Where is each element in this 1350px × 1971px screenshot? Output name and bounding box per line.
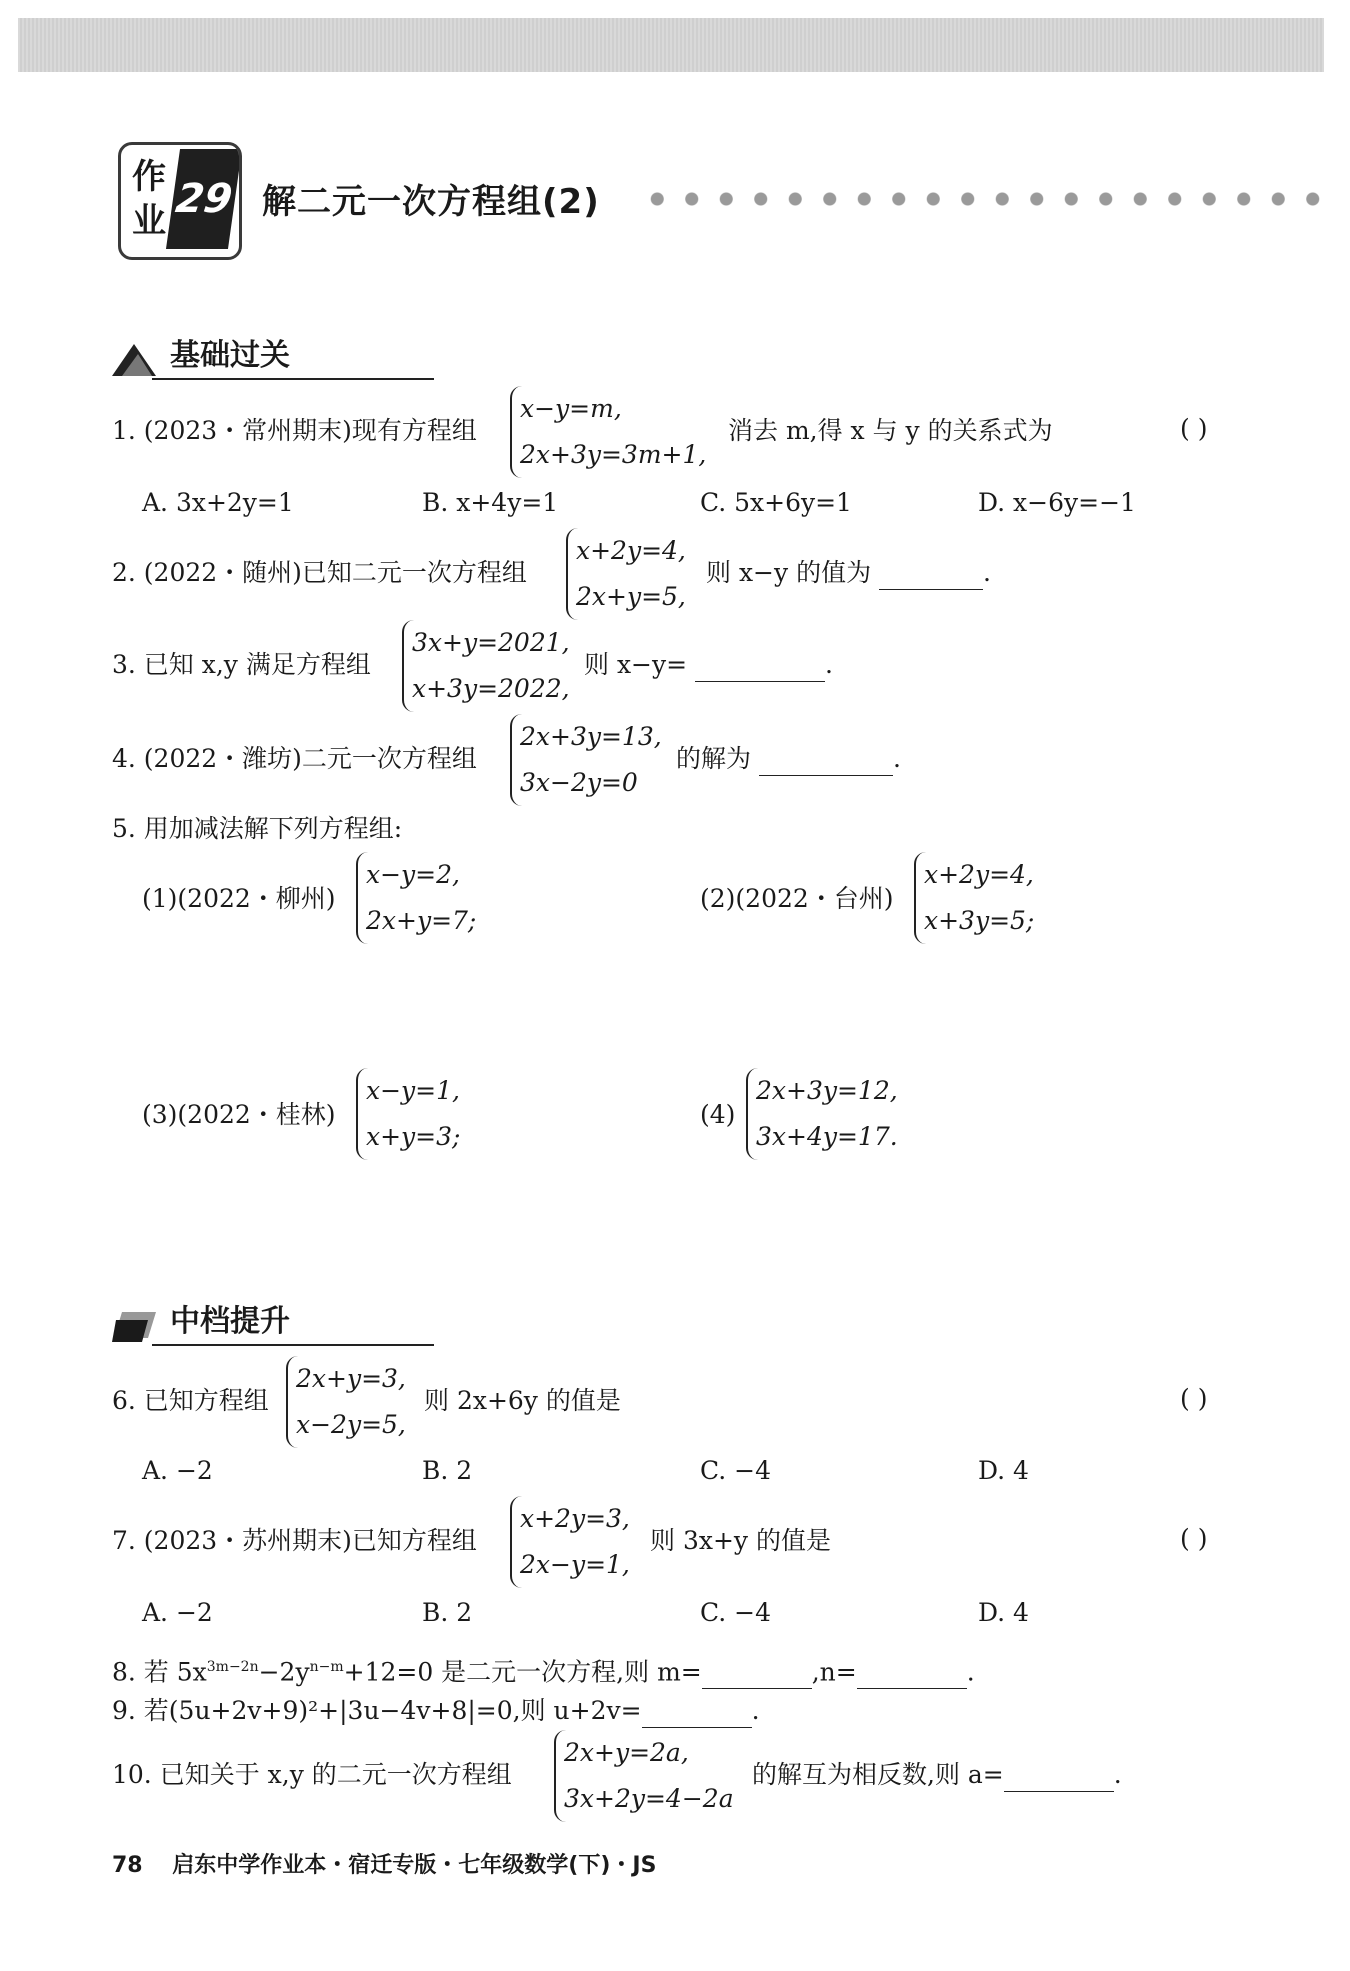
q9-end: . [751, 1696, 760, 1725]
q5-part1-label: (1)(2022・柳州) [142, 884, 336, 913]
q6-stem-tail: 则 2x+6y 的值是 [424, 1386, 621, 1415]
q8-text-c: +12=0 是二元一次方程,则 m= [343, 1657, 702, 1687]
q10-end: . [1113, 1760, 1122, 1789]
q7-stem-tail: 则 3x+y 的值是 [650, 1526, 831, 1555]
q5-part2-eq2: x+3y=5; [924, 906, 1035, 935]
q3-end: . [825, 650, 833, 679]
q2-eq1: x+2y=4, [576, 536, 686, 565]
q1-eq2: 2x+3y=3m+1, [520, 440, 707, 469]
q10-stem-tail [752, 1758, 1122, 1792]
q5-part4-eq2: 3x+4y=17. [756, 1122, 898, 1151]
q7-option-d: D. 4 [978, 1598, 1029, 1627]
q5-part1-eq1: x−y=2, [366, 860, 460, 889]
q7-eq1: x+2y=3, [520, 1504, 630, 1533]
q4-system [510, 714, 662, 806]
q6-option-c: C. −4 [700, 1456, 771, 1485]
q2-eq2: 2x+y=5, [576, 582, 686, 611]
q2-end: . [983, 558, 991, 587]
q3-stem: 3. 已知 x,y 满足方程组 [112, 650, 371, 679]
page-number: 78 [112, 1853, 143, 1878]
q8-end: . [966, 1657, 975, 1687]
badge-number: 29 [166, 149, 242, 249]
section-heading-basic [112, 336, 442, 380]
q6-stem: 6. 已知方程组 [112, 1386, 269, 1415]
page-footer [112, 1848, 656, 1879]
q8-exponent-2: n−m [309, 1659, 344, 1675]
q4-answer-blank[interactable] [759, 749, 893, 776]
q3-eq1: 3x+y=2021, [412, 628, 570, 657]
q5-part1-system [356, 852, 476, 944]
homework-badge [118, 142, 242, 260]
q5-part4-eq1: 2x+3y=12, [756, 1076, 898, 1105]
book-title: 启东中学作业本・宿迁专版・七年级数学(下)・JS [172, 1853, 657, 1878]
q1-stem-tail: 消去 m,得 x 与 y 的关系式为 [728, 416, 1053, 445]
badge-top-char: 作 [132, 157, 166, 197]
q6-option-b: B. 2 [422, 1456, 473, 1485]
q5-stem: 5. 用加减法解下列方程组: [112, 814, 403, 843]
q3-answer-blank[interactable] [695, 655, 825, 682]
q1-stem: 1. (2023・常州期末)现有方程组 [112, 416, 477, 445]
q10-stem: 10. 已知关于 x,y 的二元一次方程组 [112, 1760, 512, 1789]
q8-exponent-1: 3m−2n [206, 1659, 259, 1675]
q1-option-b: B. x+4y=1 [422, 488, 559, 517]
q6-eq1: 2x+y=3, [296, 1364, 406, 1393]
q4-eq2: 3x−2y=0 [520, 768, 638, 797]
q4-end: . [892, 744, 901, 773]
section-heading-intermediate [112, 1302, 442, 1346]
top-gray-band [18, 18, 1324, 72]
section-underline [152, 1344, 434, 1346]
q9-answer-blank[interactable] [642, 1701, 752, 1728]
badge-bottom-char: 业 [132, 201, 166, 241]
q10-text: 的解互为相反数,则 a= [752, 1760, 1004, 1789]
q1-option-a: A. 3x+2y=1 [142, 488, 294, 517]
q10-answer-blank[interactable] [1004, 1765, 1114, 1792]
section-underline [152, 378, 434, 380]
block-section-icon [112, 1308, 156, 1342]
q4-text: 的解为 [676, 744, 752, 773]
q5-part4-system [746, 1068, 898, 1160]
q5-part3-label: (3)(2022・桂林) [142, 1100, 336, 1129]
q3-text: 则 x−y= [584, 650, 688, 679]
q5-part3-system [356, 1068, 460, 1160]
q6-eq2: x−2y=5, [296, 1410, 406, 1439]
triangle-section-icon [112, 342, 156, 376]
q2-system [566, 528, 686, 620]
q5-part3-eq1: x−y=1, [366, 1076, 460, 1105]
q2-stem: 2. (2022・随州)已知二元一次方程组 [112, 558, 527, 587]
q3-stem-tail [584, 648, 833, 682]
q5-part1-eq2: 2x+y=7; [366, 906, 477, 935]
dotted-rule [640, 192, 1320, 206]
q7-option-c: C. −4 [700, 1598, 771, 1627]
q10-eq1: 2x+y=2a, [564, 1738, 689, 1767]
q5-part2-eq1: x+2y=4, [924, 860, 1034, 889]
q1-system [510, 386, 706, 478]
q9-stem [112, 1694, 760, 1728]
q10-eq2: 3x+2y=4−2a [564, 1784, 734, 1813]
q10-system [554, 1730, 734, 1822]
q8-m-blank[interactable] [702, 1662, 812, 1689]
q2-answer-blank[interactable] [879, 563, 983, 590]
q6-option-d: D. 4 [978, 1456, 1029, 1485]
q5-part4-label: (4) [700, 1100, 736, 1129]
q4-stem: 4. (2022・潍坊)二元一次方程组 [112, 744, 477, 773]
q8-text-a: 8. 若 5x [112, 1657, 207, 1687]
q1-eq1: x−y=m, [520, 394, 622, 423]
q7-eq2: 2x−y=1, [520, 1550, 630, 1579]
q3-system [402, 620, 570, 712]
q5-part2-label: (2)(2022・台州) [700, 884, 894, 913]
q1-option-c: C. 5x+6y=1 [700, 488, 852, 517]
q2-text: 则 x−y 的值为 [706, 558, 872, 587]
q2-stem-tail [706, 556, 991, 590]
q7-answer-paren: ( ) [1180, 1524, 1208, 1553]
q1-option-d: D. x−6y=−1 [978, 488, 1136, 517]
q5-part2-system [914, 852, 1034, 944]
q8-n-blank[interactable] [857, 1662, 967, 1689]
q4-stem-tail [676, 742, 901, 776]
q6-option-a: A. −2 [142, 1456, 213, 1485]
page-title: 解二元一次方程组(2) [262, 182, 600, 222]
q7-system [510, 1496, 630, 1588]
section-label: 中档提升 [170, 1304, 290, 1339]
q8-text-b: −2y [258, 1657, 310, 1687]
q5-part3-eq2: x+y=3; [366, 1122, 461, 1151]
q9-text: 9. 若(5u+2v+9)²+|3u−4v+8|=0,则 u+2v= [112, 1696, 642, 1725]
q3-eq2: x+3y=2022, [412, 674, 570, 703]
section-label: 基础过关 [170, 338, 290, 373]
q7-option-b: B. 2 [422, 1598, 473, 1627]
q6-answer-paren: ( ) [1180, 1384, 1208, 1413]
q7-option-a: A. −2 [142, 1598, 213, 1627]
q6-system [286, 1356, 406, 1448]
q7-stem: 7. (2023・苏州期末)已知方程组 [112, 1526, 477, 1555]
q8-text-d: ,n= [811, 1657, 857, 1687]
q1-answer-paren: ( ) [1180, 414, 1208, 443]
q8-stem [112, 1650, 975, 1689]
q4-eq1: 2x+3y=13, [520, 722, 662, 751]
